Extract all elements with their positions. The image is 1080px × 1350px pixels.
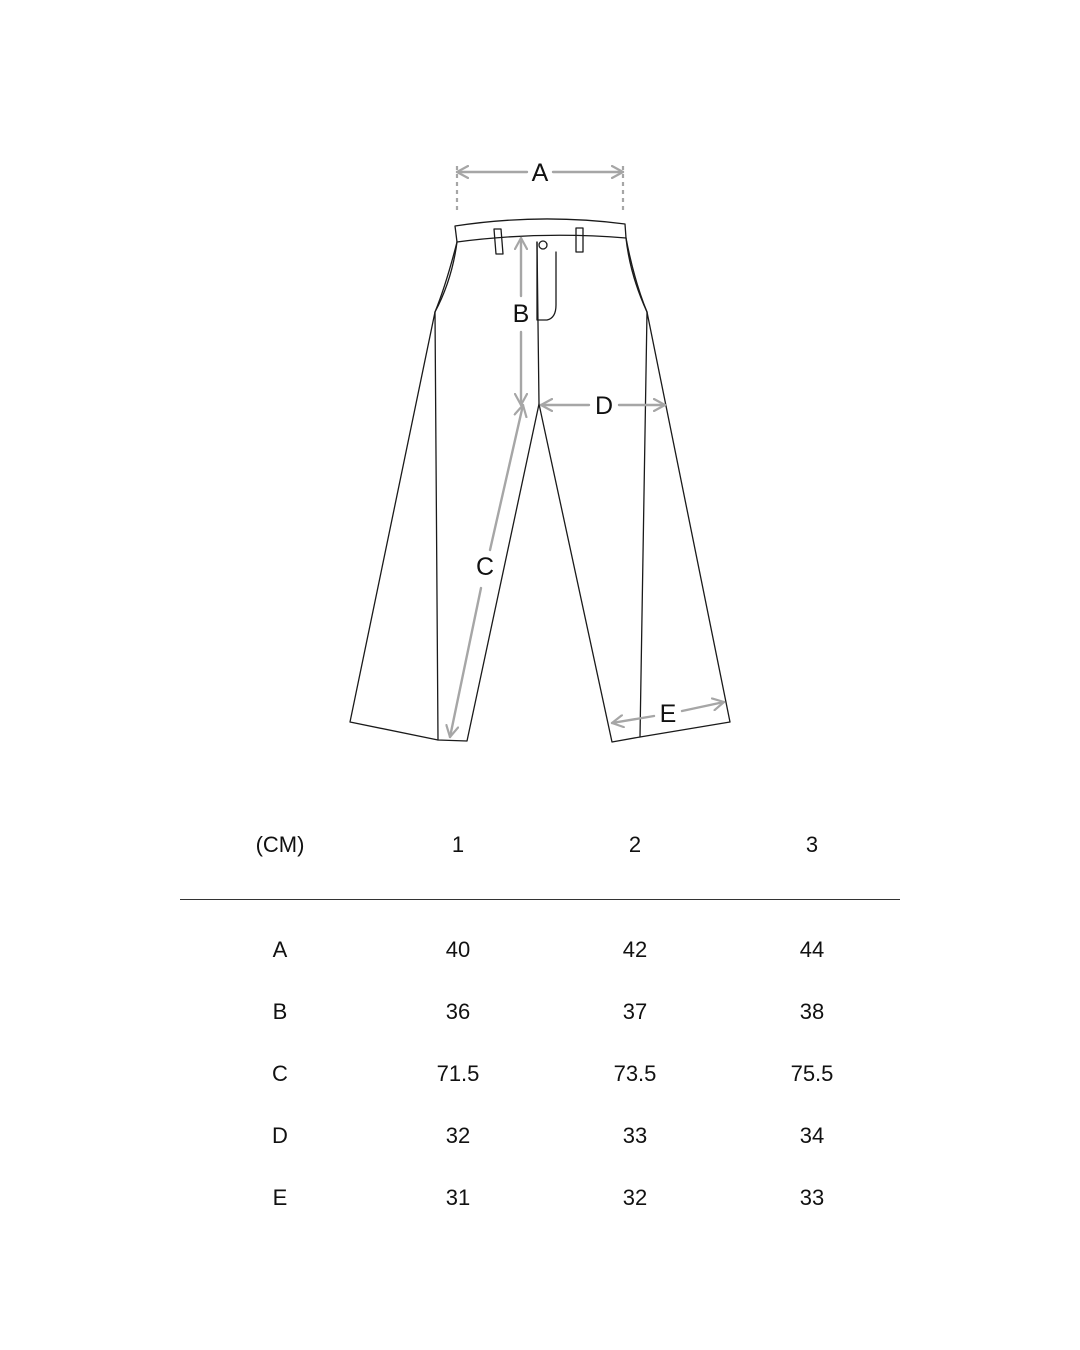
measure-c-arrow-down	[450, 588, 481, 737]
row-value: 37	[622, 999, 648, 1024]
row-value: 33	[799, 1185, 825, 1210]
table-body	[180, 900, 900, 1234]
row-value: 32	[445, 1123, 471, 1148]
right-side-seam	[640, 312, 647, 737]
belt-loop-left	[494, 229, 503, 254]
measure-a	[457, 159, 623, 210]
row-label: B	[272, 999, 288, 1024]
right-leg-outline	[539, 238, 730, 742]
measure-e-label: E	[659, 700, 677, 728]
row-value: 73.5	[613, 1061, 657, 1086]
measure-a-label: A	[531, 159, 549, 187]
size-table	[180, 800, 900, 1234]
row-value: 34	[799, 1123, 825, 1148]
row-label: C	[272, 1061, 288, 1086]
waist-button	[539, 241, 547, 249]
row-value: 44	[799, 937, 825, 962]
size-header-3: 3	[805, 832, 819, 857]
size-header-2: 2	[628, 832, 642, 857]
row-value: 40	[445, 937, 471, 962]
measure-b-label: B	[512, 300, 530, 328]
pants-outline	[350, 219, 730, 742]
measure-d-label: D	[594, 392, 614, 420]
table-row-c	[180, 1048, 900, 1110]
row-value: 75.5	[790, 1061, 834, 1086]
measure-e	[612, 700, 724, 728]
left-pocket-line	[435, 242, 457, 312]
measure-c	[450, 405, 523, 737]
row-value: 36	[445, 999, 471, 1024]
row-value: 38	[799, 999, 825, 1024]
left-leg-outline	[350, 242, 539, 741]
table-row-d	[180, 1110, 900, 1172]
measure-b	[513, 238, 530, 405]
table-row-b	[180, 986, 900, 1048]
measure-e-arrow-right	[682, 702, 724, 711]
measure-c-arrow-up	[490, 405, 523, 550]
table-header	[180, 800, 900, 900]
unit-label: (CM)	[255, 832, 305, 857]
measure-d	[541, 392, 665, 420]
row-value: 71.5	[436, 1061, 480, 1086]
table-row-e	[180, 1172, 900, 1234]
fly-seam	[537, 242, 556, 320]
row-label: E	[272, 1185, 288, 1210]
row-value: 33	[622, 1123, 648, 1148]
size-header-1: 1	[451, 832, 465, 857]
row-value: 32	[622, 1185, 648, 1210]
row-value: 31	[445, 1185, 471, 1210]
waistband	[455, 219, 626, 242]
measure-e-arrow-left	[612, 716, 654, 723]
measure-c-label: C	[475, 553, 495, 581]
left-side-seam	[435, 312, 438, 740]
row-label: D	[272, 1123, 288, 1148]
table-row-a	[180, 924, 900, 986]
right-pocket-line	[626, 238, 647, 312]
row-value: 42	[622, 937, 648, 962]
row-label: A	[272, 937, 288, 962]
belt-loop-right	[576, 228, 583, 252]
